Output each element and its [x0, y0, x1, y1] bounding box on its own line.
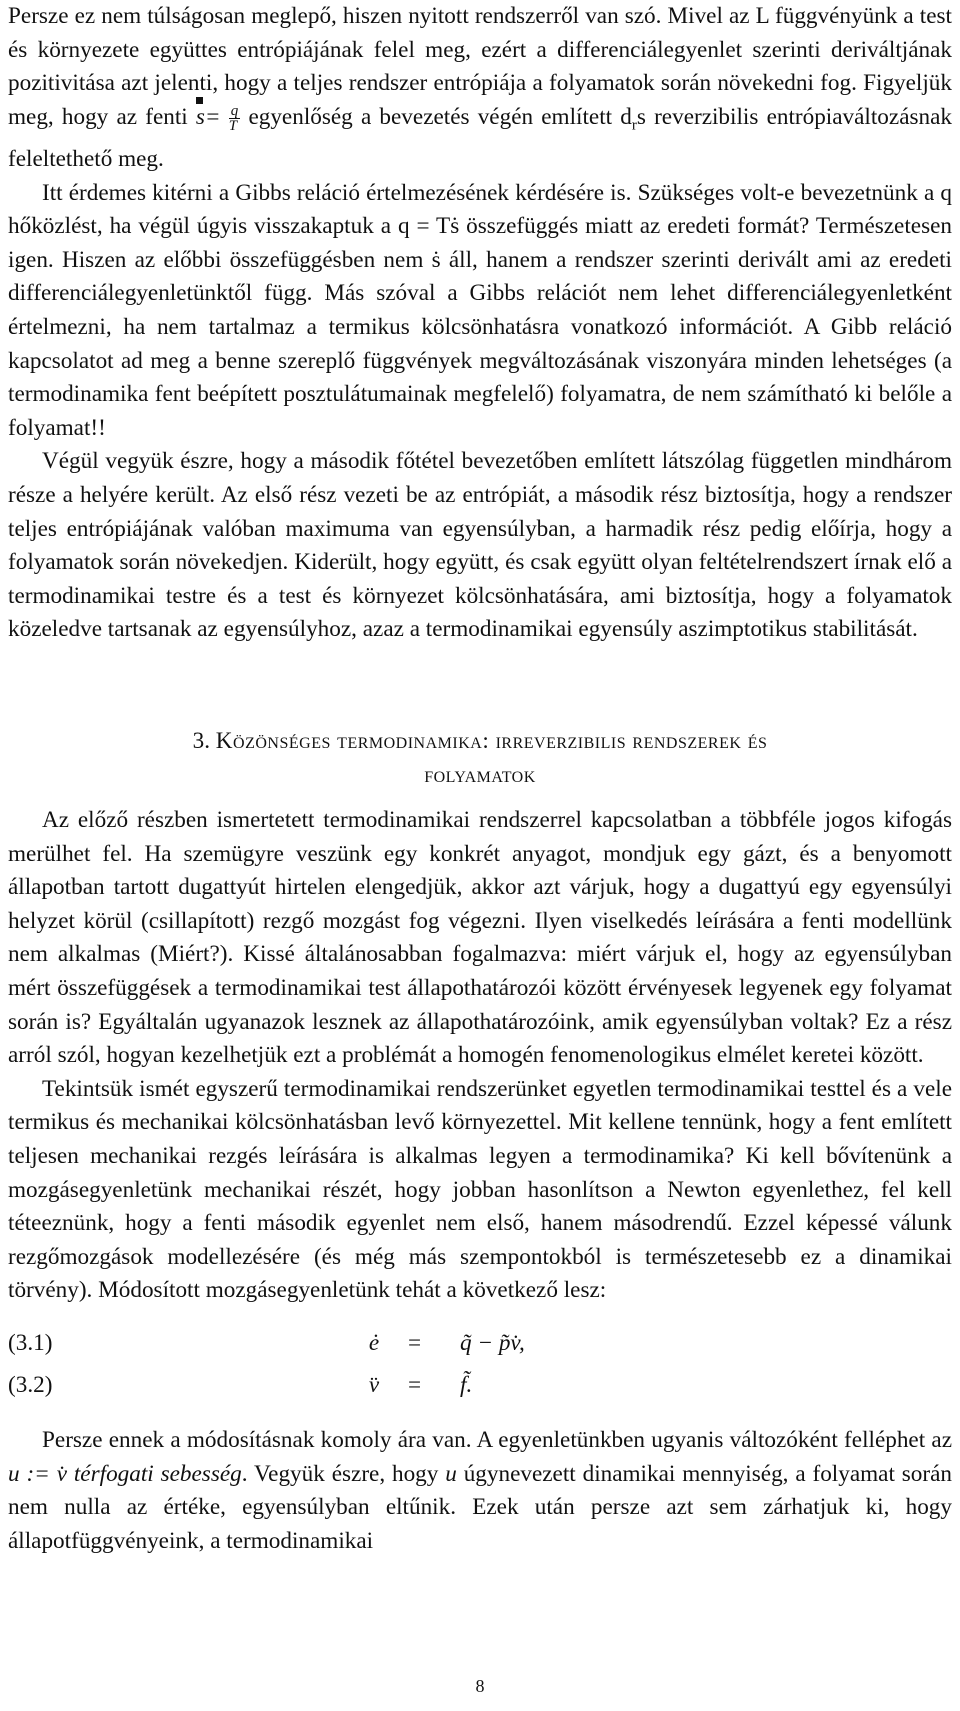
- text-run: Persze ennek a módosításnak komoly ára van. A egyenletünkben ugyanis változóként felléphet az: [42, 1427, 952, 1454]
- equation-number: (3.2): [8, 1372, 53, 1399]
- paragraph-intro: [8, 0, 952, 177]
- paragraph-cost: [8, 1424, 952, 1558]
- equation-number: (3.1): [8, 1330, 53, 1357]
- fraction-q-over-T: [229, 104, 241, 133]
- fraction-numerator: q: [230, 102, 239, 119]
- equation-lhs: ė: [368, 1330, 380, 1357]
- text-run: . Vegyük észre, hogy: [241, 1460, 446, 1487]
- equation-lhs: v̈: [368, 1372, 380, 1399]
- paragraph-objections: Az előző részben ismertetett termodinamikai rendszerrel kapcsolatban a többféle jogos kifogás merülhet fel. Ha szemügyre veszünk egy konkrét anyagot, mondjuk egy gázt, és a benyomott állapotban tartott dugattyút hirtelen elengedjük, akkor azt várjuk, hogy a dugattyú egy egyensúlyi helyzet körül (csillapított) rezgő mozgást fog végezni. Ilyen viselkedés leírására a fenti modellünk nem alkalmas (Miért?). Kissé általánosabban fogalmazva: miért várjuk el, hogy az egyensúlyban mért összefüggések a termodinamikai test állapothatározói között érvényesek legyenek egy folyamat során is? Egyáltalán ugyanazok lesznek az állapothatározóink, amik egyensúlyban voltak? Ez a rész arról szól, hogyan kezelhetjük ezt a problémát a homogén fenomenologikus elmélet keretei között.: [8, 807, 952, 1069]
- equation-3-1: [8, 1322, 952, 1364]
- page: [8, 0, 952, 1558]
- formula-s-equals: s=: [195, 103, 221, 130]
- equation-operator: =: [408, 1330, 422, 1357]
- fraction-denominator: T: [228, 117, 238, 134]
- section-heading: [8, 725, 952, 792]
- equation-block: [8, 1322, 952, 1406]
- square-dot-mark: [196, 97, 203, 104]
- text-run: úgynevezett dinamikai mennyiség, a folyamat során nem nulla az értéke, egyensúlyban eltűnik. Ezek után persze azt sem zárhatjuk ki, hogy állapotfüggvényeink, a termodinamikai: [8, 1460, 953, 1554]
- paragraph-extension: Tekintsük ismét egyszerű termodinamikai rendszerünket egyetlen termodinamikai testtel és a vele termikus és mechanikai kölcsönhatásban levő környezettel. Mit kellene tennünk, hogy a fent említett teljesen mechanikai rezgés leírására is alkalmas legyen a termodinamika? Ki kell bővítenünk a mozgásegyenletünk mechanikai részét, hogy jobban hasonlítson a Newton egyenlethez, fel kell téteeznünk, hogy a fenti második egyenlet nem első, hanem másodrendű. Ezzel képessé válunk rezgőmozgások modellezésére (és még más szempontokból is természetesebb ez a dinamikai törvény). Módosított mozgásegyenletünk tehát a következő lesz:: [8, 1075, 952, 1304]
- text-run: Persze ez nem túlságosan meglepő, hiszen nyitott rendszerről van szó. Mivel az L függvényünk a test és környezete együttes entrópiájának felel meg, ezért a differenciálegyenlet szerinti deriváltjának pozitivitása azt jelenti, hogy a teljes rendszer entrópiája a folyamatok során növekedni fog. Figyeljük meg, hogy az fenti: [8, 3, 952, 130]
- equation-3-2: [8, 1364, 952, 1406]
- section-title-line2: folyamatok: [424, 761, 536, 788]
- volumetric-velocity-term: u := v̇ térfogati sebesség: [8, 1460, 242, 1487]
- equation-rhs: f̃.: [460, 1372, 473, 1399]
- equation-operator: =: [408, 1372, 422, 1399]
- section-title-line1: Közönséges termodinamika: irreverzibilis rendszerek és: [215, 727, 768, 754]
- equation-rhs: q̃ − p̃v̇,: [460, 1330, 525, 1357]
- text-run: egyenlőség a bevezetés végén említett d: [240, 103, 632, 130]
- inline-formula-s: [196, 101, 221, 135]
- variable-u: u: [445, 1460, 457, 1487]
- subscript-r: r: [631, 117, 637, 134]
- paragraph-second-law: Végül vegyük észre, hogy a második főtétel bevezetőben említett látszólag független mindhárom része a helyére került. Az első rész vezeti be az entrópiát, a második rész biztosítja, hogy a rendszer teljes entrópiájának valóban maximuma van egyensúlyban, a harmadik rész pedig előírja, hogy a folyamatok során növekedjen. Kiderült, hogy együtt, és csak együtt olyan feltételrendszert írnak elő a termodinamikai testre és a test és környezet kölcsönhatására, ami biztosítja, hogy a folyamatok közeledve tartsanak az egyensúlyhoz, azaz a termodinamikai egyensúly aszimptotikus stabilitását.: [8, 448, 952, 643]
- page-number: 8: [475, 1676, 485, 1696]
- text-run: s reverzibilis entrópiaváltozásnak feleltethető meg.: [8, 103, 952, 173]
- section-number: 3.: [192, 727, 210, 754]
- paragraph-gibbs: Itt érdemes kitérni a Gibbs reláció értelmezésének kérdésére is. Szükséges volt-e bevezetnünk a q hőközlést, ha végül úgyis visszakaptuk a q = Tṡ összefüggés miatt az eredeti formát? Természetesen igen. Hiszen az előbbi összefüggésben nem ṡ áll, hanem a rendszer szerinti derivált ami az eredeti differenciálegyenletünktől függ. Más szóval a Gibbs relációt nem lehet differenciálegyenletként értelmezni, ha nem tartalmaz a termikus kölcsönhatásra vonatkozó információt. A Gibb reláció kapcsolatot ad meg a benne szereplő függvények megváltozásának viszonyára minden lehetséges (a termodinamika fent beépített posztulátumainak megfelelő) folyamatra, de nem számítható ki belőle a folyamat!!: [8, 179, 952, 441]
